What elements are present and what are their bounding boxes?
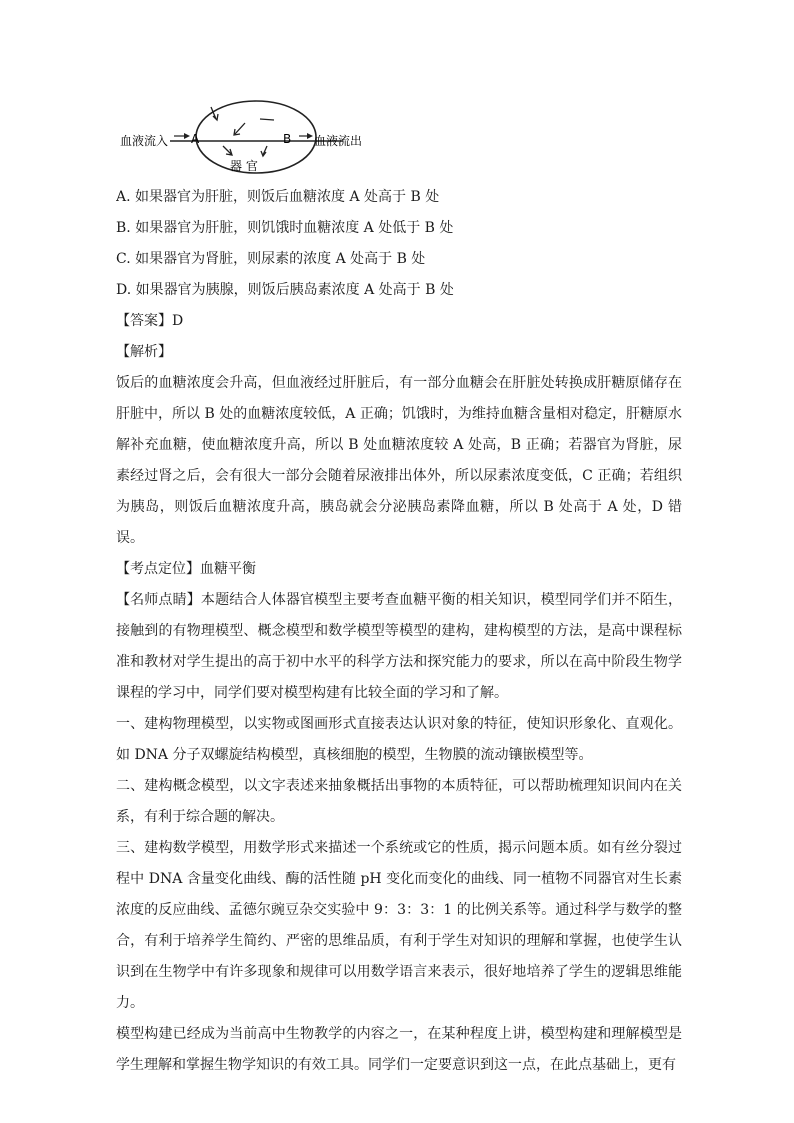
option-b: B. 如果器官为肝脏，则饥饿时血糖浓度 A 处低于 B 处 (116, 220, 454, 236)
flow-arrow-2 (234, 123, 245, 135)
option-a: A. 如果器官为肝脏，则饭后血糖浓度 A 处高于 B 处 (116, 189, 440, 205)
analysis-heading: 【解析】 (116, 344, 172, 360)
mingshi-paragraph (116, 585, 682, 709)
mingshi-text: 【名师点睛】本题结合人体器官模型主要考查血糖平衡的相关知识，模型同学们并不陌生，接触到的有物理模型、概念模型和数学模型等模型的建构，建构模型的方法，是高中课程标准和教材对学生提出的高于初中水平的科学方法和探究能力的要求，所以在高中阶段生物学课程的学习中，同学们要对模型构建有比较全面的学习和了解。 (116, 592, 682, 701)
inflow-arrow-head (184, 133, 190, 139)
flow-arrow-3 (260, 119, 274, 120)
point-a-label: A (191, 132, 200, 146)
point-two-text: 二、建构概念模型，以文字表述来抽象概括出事物的本质特征，可以帮助梳理知识间内在关系，有利于综合题的解决。 (116, 778, 682, 825)
point-three-text: 三、建构数学模型，用数学形式来描述一个系统或它的性质，揭示问题本质。如有丝分裂过程中 DNA 含量变化曲线、酶的活性随 pH 变化而变化的曲线、同一植物不同器官对生长素浓度的反应曲线、孟德尔豌豆杂交实验中 9：3：3：1 的比例关系等。通过科学与数学的整合，有利于培养学生简约、严密的思维品质，有利于学生对知识的理解和掌握，也使学生认识到在生物学中有许多现象和规律可以用数学语言来表示，很好地培养了学生的逻辑思维能力。 (116, 840, 682, 1011)
kaodian-line: 【考点定位】血糖平衡 (116, 561, 256, 577)
question-content (116, 182, 682, 1081)
flow-arrow-5 (261, 146, 267, 156)
point-three-paragraph (116, 833, 682, 1019)
inflow-label: 血液流入 (120, 134, 169, 148)
closing-text: 模型构建已经成为当前高中生物教学的内容之一，在某种程度上讲，模型构建和理解模型是学生理解和掌握生物学知识的有效工具。同学们一定要意识到这一点，在此点基础上，更有 (116, 1026, 682, 1073)
outflow-arrow-head (307, 133, 313, 139)
point-b-label: B (283, 132, 292, 146)
closing-paragraph (116, 1019, 682, 1081)
outflow-label: 血液流出 (314, 134, 363, 148)
point-two-paragraph (116, 771, 682, 833)
analysis-paragraph (116, 368, 682, 554)
organ-label: 器 官 (230, 159, 258, 173)
organ-blood-flow-diagram (118, 98, 368, 176)
flow-arrow-4 (223, 146, 232, 155)
point-one-text: 一、建构物理模型，以实物或图画形式直接表达认识对象的特征，使知识形象化、直观化。如 DNA 分子双螺旋结构模型，真核细胞的模型，生物膜的流动镶嵌模型等。 (116, 716, 682, 763)
point-one-paragraph (116, 709, 682, 771)
option-d: D. 如果器官为胰腺，则饭后胰岛素浓度 A 处高于 B 处 (116, 282, 454, 298)
analysis-text: 饭后的血糖浓度会升高，但血液经过肝脏后，有一部分血糖会在肝脏处转换成肝糖原储存在肝脏中，所以 B 处的血糖浓度较低，A 正确；饥饿时，为维持血糖含量相对稳定，肝糖原水解补充血糖，使血糖浓度升高，所以 B 处血糖浓度较 A 处高，B 正确；若器官为肾脏，尿素经过肾之后，会有很大一部分会随着尿液排出体外，所以尿素浓度变低，C 正确；若组织为胰岛，则饭后血糖浓度升高，胰岛就会分泌胰岛素降血糖，所以 B 处高于 A 处，D 错误。 (116, 375, 682, 546)
option-c: C. 如果器官为肾脏，则尿素的浓度 A 处高于 B 处 (116, 251, 426, 267)
answer-line: 【答案】D (116, 313, 184, 329)
